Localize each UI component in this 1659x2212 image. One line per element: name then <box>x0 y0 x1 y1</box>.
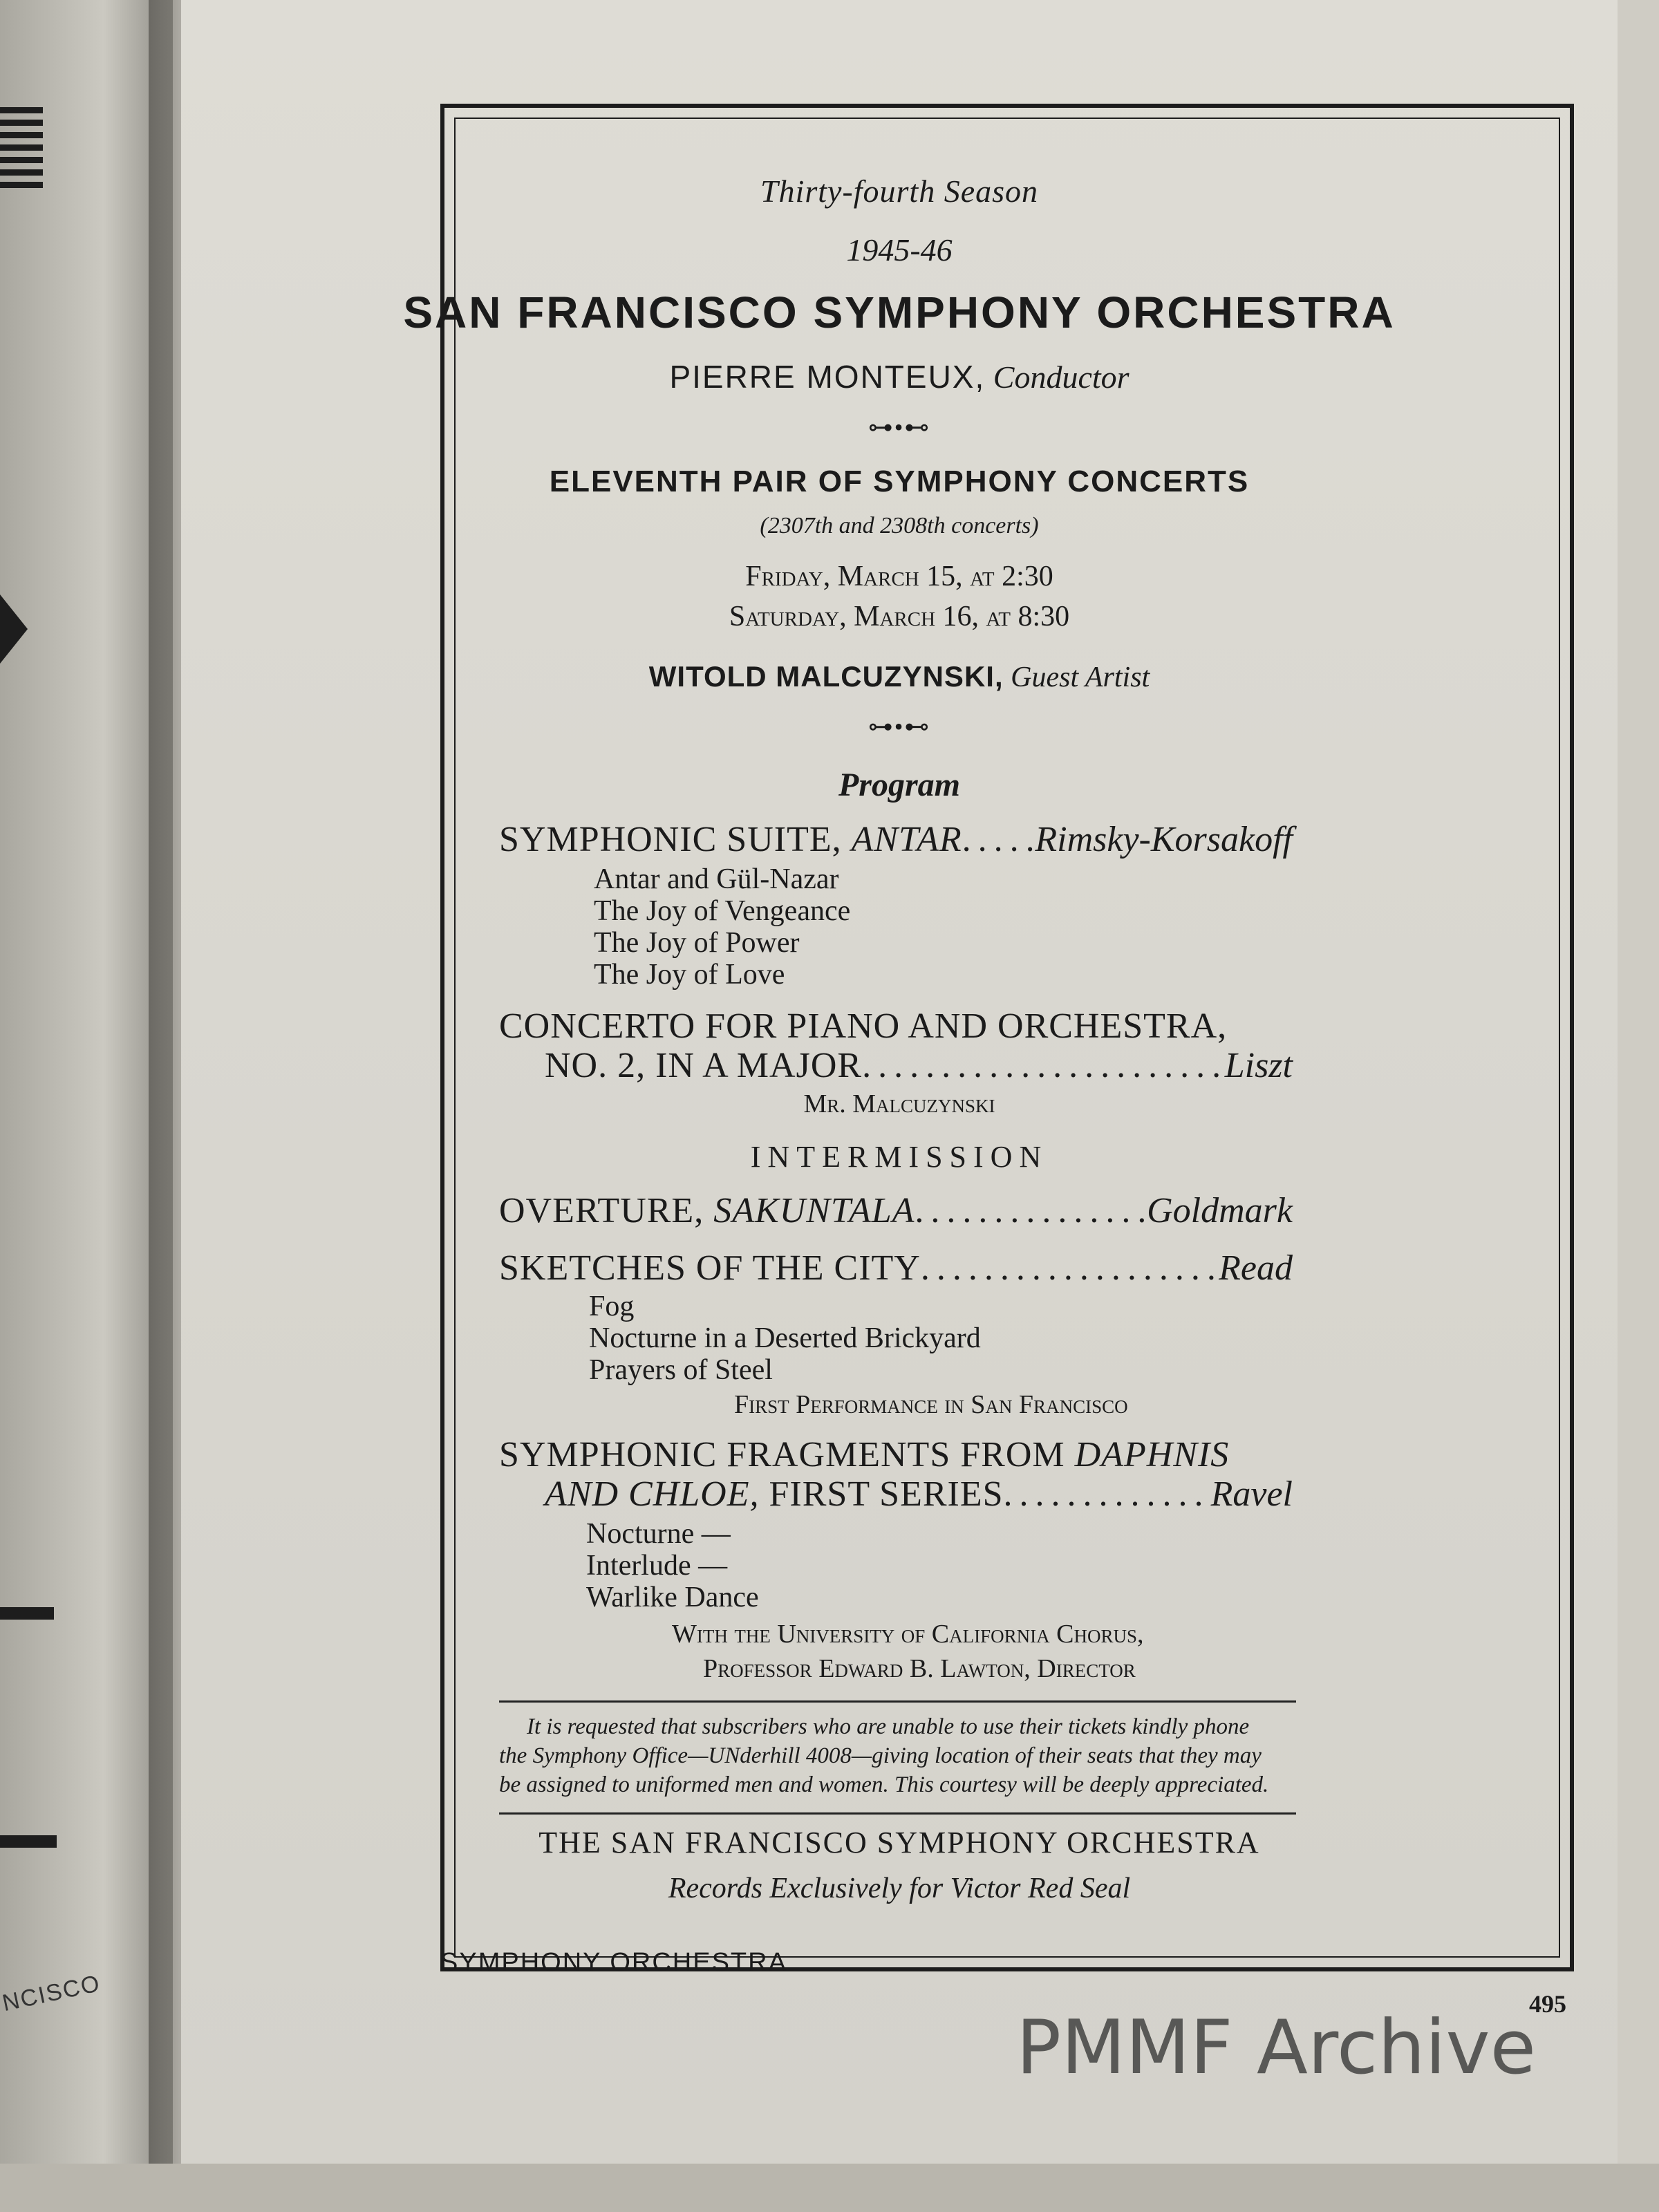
program-item <box>545 1045 1293 1086</box>
program-item <box>499 1248 1293 1288</box>
chorus-note: With the University of California Chorus, <box>672 1620 1144 1649</box>
movement: Nocturne in a Deserted Brickyard <box>589 1322 981 1354</box>
facing-page <box>0 0 173 2212</box>
facing-page-graphic <box>0 107 43 194</box>
work-composer: Goldmark <box>1147 1191 1293 1230</box>
work-title: SKETCHES OF THE CITY <box>499 1248 921 1288</box>
movement: The Joy of Love <box>594 959 785 991</box>
work-title: SYMPHONIC SUITE, ANTAR <box>499 820 962 859</box>
work-title-continued: NO. 2, IN A MAJOR <box>545 1046 863 1085</box>
table-surface <box>0 2164 1659 2212</box>
work-composer: Rimsky-Korsakoff <box>1035 820 1293 859</box>
leader-dots <box>915 1190 1147 1231</box>
work-title: SYMPHONIC FRAGMENTS FROM DAPHNIS <box>499 1435 1230 1474</box>
conductor-name: PIERRE MONTEUX, <box>669 359 986 395</box>
work-title-continued: AND CHLOE, FIRST SERIES <box>545 1474 1004 1514</box>
movement: Warlike Dance <box>586 1582 759 1613</box>
notice-line: It is requested that subscribers who are unable to use their tickets kindly phone <box>527 1714 1250 1739</box>
concert-date-friday: Friday, March 15, at 2:30 <box>745 561 1053 592</box>
notice-line: be assigned to uniformed men and women. This courtesy will be deeply appreciated. <box>499 1772 1269 1797</box>
ornament-divider: ⊶•⊷ <box>868 413 931 441</box>
guest-artist-role: Guest Artist <box>1011 662 1150 693</box>
movement: Fog <box>589 1291 635 1322</box>
program-item <box>545 1474 1293 1515</box>
work-composer: Ravel <box>1210 1474 1293 1514</box>
rule <box>499 1700 1296 1703</box>
leader-dots <box>1004 1474 1211 1515</box>
running-head: SYMPHONY ORCHESTRA <box>440 1948 787 1977</box>
program-heading: Program <box>838 767 960 803</box>
concert-numbers: (2307th and 2308th concerts) <box>760 513 1039 538</box>
leader-dots <box>962 819 1035 860</box>
movement: Antar and Gül-Nazar <box>594 863 839 895</box>
guest-artist-name: WITOLD MALCUZYNSKI, <box>648 660 1004 693</box>
orchestra-title: SAN FRANCISCO SYMPHONY ORCHESTRA <box>403 288 1396 337</box>
chorus-director-note: Professor Edward B. Lawton, Director <box>703 1654 1136 1683</box>
footer-records: Records Exclusively for Victor Red Seal <box>668 1873 1131 1904</box>
program-page <box>181 0 1618 2164</box>
ornament-divider: ⊶•⊷ <box>868 713 931 740</box>
movement: The Joy of Vengeance <box>594 895 851 927</box>
work-title: OVERTURE, SAKUNTALA <box>499 1191 915 1230</box>
performance-note: First Performance in San Francisco <box>734 1390 1128 1419</box>
intermission-label: INTERMISSION <box>750 1140 1049 1174</box>
archive-watermark: PMMF Archive <box>1016 2005 1537 2091</box>
program-item <box>499 819 1293 860</box>
work-composer: Liszt <box>1224 1046 1293 1085</box>
guest-artist-line <box>181 660 1618 694</box>
season-label: Thirty-fourth Season <box>760 174 1039 209</box>
facing-page-text: NCISCO <box>0 1970 103 2017</box>
program-item <box>499 1190 1293 1231</box>
movement: Interlude — <box>586 1550 728 1582</box>
leader-dots <box>862 1045 1225 1086</box>
facing-page-wedge <box>0 594 28 664</box>
conductor-role: Conductor <box>993 359 1130 395</box>
concert-title: ELEVENTH PAIR OF SYMPHONY CONCERTS <box>549 465 1250 498</box>
season-years: 1945-46 <box>846 232 953 268</box>
notice-line: the Symphony Office—UNderhill 4008—giving location of their seats that they may <box>499 1743 1262 1768</box>
footer-orchestra: THE SAN FRANCISCO SYMPHONY ORCHESTRA <box>538 1826 1260 1859</box>
facing-page-rule <box>0 1607 54 1620</box>
facing-page-rule <box>0 1835 57 1848</box>
soloist-note: Mr. Malcuzynski <box>803 1089 995 1118</box>
work-composer: Read <box>1219 1248 1293 1288</box>
concert-date-saturday: Saturday, March 16, at 8:30 <box>729 601 1070 632</box>
movement: Prayers of Steel <box>589 1354 773 1386</box>
conductor-line <box>181 358 1618 395</box>
page-number: 495 <box>1529 1990 1566 2018</box>
leader-dots <box>921 1248 1219 1288</box>
movement: The Joy of Power <box>594 927 800 959</box>
work-title: CONCERTO FOR PIANO AND ORCHESTRA, <box>499 1006 1228 1046</box>
movement: Nocturne — <box>586 1518 731 1550</box>
rule <box>499 1812 1296 1815</box>
